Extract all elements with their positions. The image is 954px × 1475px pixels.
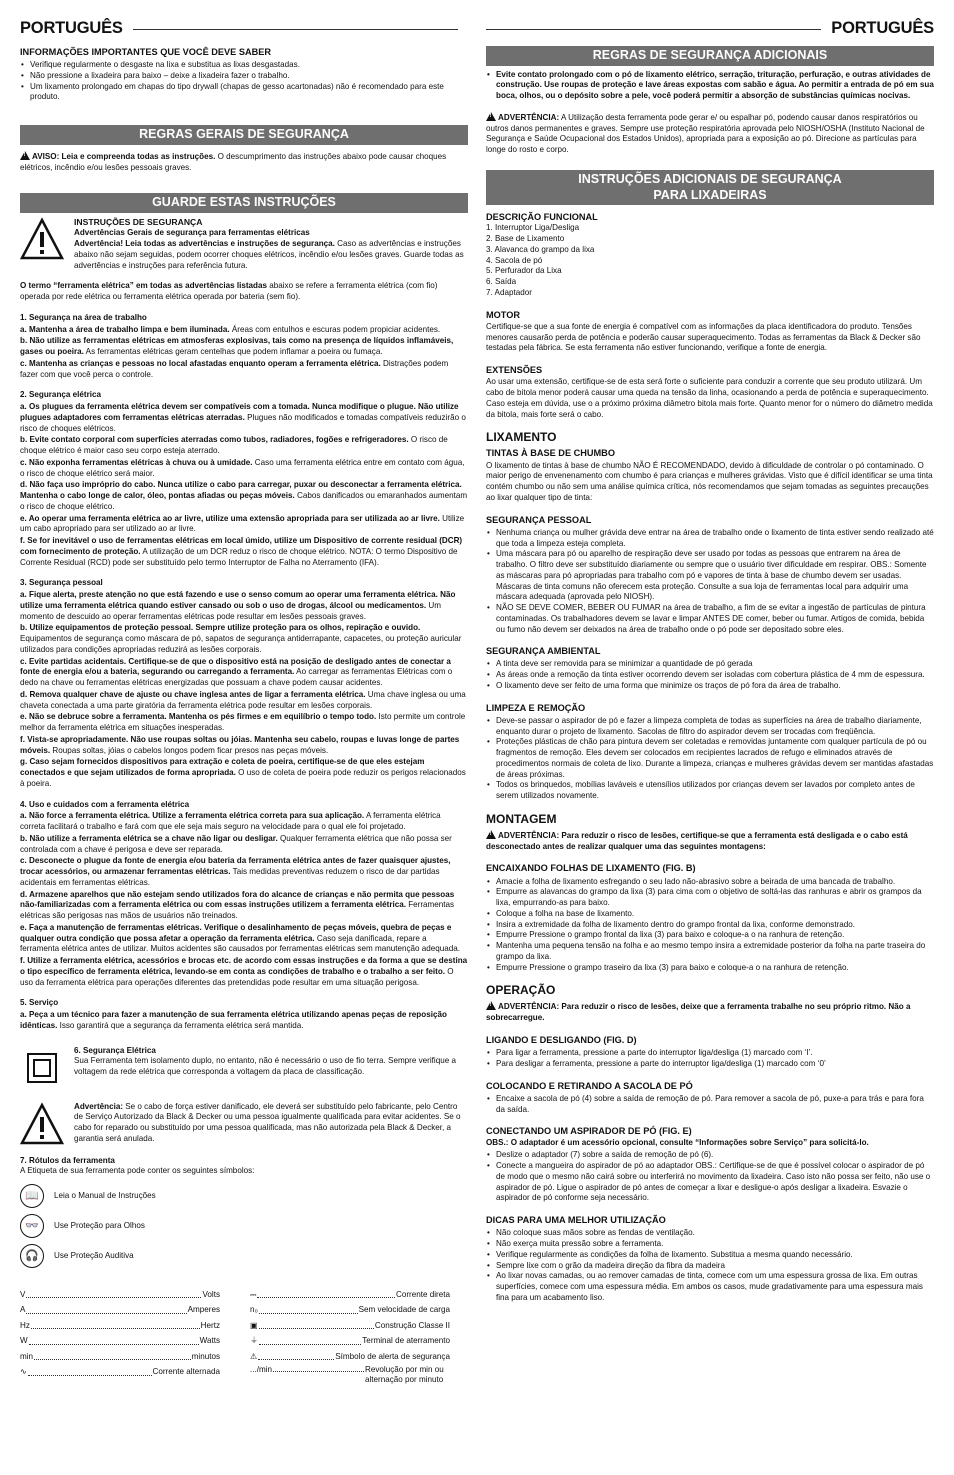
rule-item: f. Utilize a ferramenta elétrica, acessórios e brocas etc. de acordo com essas instruções e da forma a que se destina o tipo específico de ferramenta elétrica, levando-se em conta as condições de trabalho e o trabalho a ser feito. O uso da ferramenta elétrica para operações diferentes das pretendidas pode resultar em uma situação perigosa. (20, 956, 468, 987)
earmuff-icon: 🎧 (20, 1244, 44, 1268)
double-insulation-icon (20, 1046, 64, 1090)
tintas-title: TINTAS À BASE DE CHUMBO (486, 448, 615, 459)
warning-triangle-icon (20, 217, 64, 261)
symbol-label: Use Proteção Auditiva (54, 1250, 134, 1260)
motor-title: MOTOR (486, 309, 521, 320)
rule-item: c. Desconecte o plugue da fonte de energia e/ou bateria da ferramenta elétrica antes de fazer quaisquer ajustes, trocar acessórios, ou armazenar ferramentas elétricas. Tais medidas preventivas reduzem o risco de dar partidas acidentais em ferramentas elétricas. (20, 856, 451, 887)
ligando-list (486, 1048, 934, 1070)
section-7-title: 7. Rótulos da ferramenta (20, 1155, 115, 1165)
list-item: • Nenhuma criança ou mulher grávida deve entrar na área de trabalho onde o lixamento de tinta estiver sendo realizado até que toda a limpeza esteja completa. (486, 528, 934, 550)
dicas-list (486, 1228, 934, 1303)
list-item: • As áreas onde a remoção da tinta estiver ocorrendo devem ser isoladas com cobertura plástica de 4 mm de espessura. (486, 670, 934, 681)
list-item: • Uma máscara para pó ou aparelho de respiração deve ser usado por todas as pessoas que entrarem na área de trabalho. O filtro deve ser substituído diariamente ou sempre que o usuário tiver dificuldade em respirar. OBS.: Somente as máscaras para pó apropriadas para trabalho com pó e vapores de tinta à base de chumbo devem ser usadas. Máscaras de tinta comuns não oferecem esta proteção. Consulte a sua loja de ferramentas local para adquirir uma máscara adequada (aprovada pelo NIOSH). (486, 549, 934, 603)
tintas-text: O lixamento de tintas à base de chumbo NÃO É RECOMENDADO, devido à dificuldade de controlar o pó contaminado. O maior perigo de envenenamento com chumbo é para crianças e mulheres grávidas. Visto que é difícil identificar se uma tinta contém chumbo ou não sem uma análise química crítica, nós recomendamos que sejam tomadas as seguintes precauções ao lixar qualquer tipo de tinta: (486, 460, 933, 502)
list-item: • Deve-se passar o aspirador de pó e fazer a limpeza completa de todas as superfícies na área de trabalho diariamente, enquanto durar o projeto de lixamento. Sacolas de filtro do aspirador devem ser trocadas com freqüência. (486, 716, 934, 738)
aviso-text: O descumprimento das instruções abaixo pode causar choques elétricos, incêndio e/ou lesões pessoais graves. (20, 151, 447, 172)
list-item: • Para desligar a ferramenta, pressione a parte do interruptor liga/desliga (1) marcado com ‘0’ (486, 1059, 934, 1070)
rule-item: e. Não se debruce sobre a ferramenta. Mantenha os pés firmes e em equilíbrio o tempo todo. Isto permite um controle melhor da ferramenta elétrica em situações inesperadas. (20, 712, 466, 733)
conectando-obs: OBS.: O adaptador é um acessório opcional, consulte “Informações sobre Serviço” para solicitá-lo. (486, 1137, 869, 1147)
section-4-title: 4. Uso e cuidados com a ferramenta elétrica (20, 799, 190, 809)
motor-text: Certifique-se que a sua fonte de energia é compatível com as informações da placa identificadora do produto. Tensões menores causarão perda de potência e poderão causar superaquecimento. Todas as ferramentas da Black & Decker são testadas pela fábrica. Se esta ferramenta não estiver funcionando, verifique a fonte de energia. (486, 321, 921, 353)
rule-item: d. Armazene aparelhos que não estejam sendo utilizados fora do alcance de crianças e não permita que pessoas não-familiarizadas com a ferramenta elétrica ou com essas instruções utilizem a ferramenta elétrica. Ferramentas elétricas são perigosas nas mãos de usuários não treinados. (20, 889, 455, 921)
symbol-entry: ⎓ Corrente direta (250, 1289, 450, 1299)
symbol-label: Leia o Manual de Instruções (54, 1190, 156, 1200)
rule-item: a. Mantenha a área de trabalho limpa e bem iluminada. Áreas com entulhos e escuras podem propiciar acidentes. (20, 324, 441, 334)
additional-rules-list (486, 70, 934, 102)
list-item: • Insira a extremidade da folha de lixamento dentro do grampo frontal da lixa, conforme demonstrado. (486, 920, 934, 931)
pessoal-title: SEGURANÇA PESSOAL (486, 514, 592, 525)
list-item: 3. Alavanca do grampo da lixa (486, 244, 595, 254)
language-title: PORTUGUÊS (831, 19, 934, 38)
list-item: • Empurre Pressione o grampo traseiro da lixa (3) para baixo e coloque-a o na ranhura de retenção. (486, 963, 934, 974)
list-item: 2. Base de Lixamento (486, 234, 565, 244)
left-header (20, 16, 468, 42)
ambiental-title: SEGURANÇA AMBIENTAL (486, 646, 601, 657)
list-item: 5. Perfurador da Lixa (486, 266, 562, 276)
encaixando-list (486, 877, 934, 974)
rule-item: b. Utilize equipamentos de proteção pessoal. Sempre utilize proteção para os olhos, repiração e ouvido. Equipamentos de segurança como máscara de pó, sapatos de segurança antiderrapante, capacetes, ou proteção auricular utilizados para condições apropriadas reduzirá as lesões corporais. (20, 623, 462, 654)
rule-item: f. Se for inevitável o uso de ferramentas elétricas em local úmido, utilize um Dispositivo de corrente residual (DCR) com fornecimento de proteção. A utilização de um DCR reduz o risco de choque elétrico. NOTA: O termo Dispositivo de Corrente Residual (RCD) pode ser substituído pelo termo Interruptor de Falha no Aterramento (IFA). (20, 536, 463, 567)
rule-item: f. Vista-se apropriadamente. Não use roupas soltas ou jóias. Mantenha seu cabelo, roupas e luvas longe de partes móveis. Roupas soltas, jóias o cabelos longos podem ficar presos nas peças móveis. (20, 734, 460, 755)
symbol-row (20, 1181, 468, 1211)
warning-icon (20, 151, 30, 160)
list-item: • Empurre as alavancas do grampo da lixa (3) para cima com o objetivo de soltá-las das ranhuras e abrir os grampos da lixa, empurrando-as para baixo. (486, 887, 934, 909)
instr-subtitle: Advertências Gerais de segurança para ferramentas elétricas (74, 228, 310, 238)
list-item: • Todos os brinquedos, mobílias laváveis e utensílios utilizados por crianças devem ser lavados por completo antes de serem utilizados novamente. (486, 780, 934, 802)
symbol-entry: Hz Hertz (20, 1320, 220, 1330)
rule-item: b. Não utilize a ferramenta elétrica se a chave não ligar ou desligar. Qualquer ferramenta elétrica que não possa ser controlada com a chave é perigosa e deve ser reparada. (20, 833, 452, 854)
pessoal-list (486, 528, 934, 636)
rule-item: d. Não faça uso impróprio do cabo. Nunca utilize o cabo para carregar, puxar ou desconectar a ferramenta elétrica. Mantenha o cabo longe de calor, óleo, pontas afiadas ou peças móveis. Cabos danificados ou emaranhados aumentam o risco de choque elétrico. (20, 480, 468, 511)
rule-item: b. Evite contato corporal com superfícies aterradas como tubos, radiadores, fogões e refrigeradores. O risco de choque elétrico é maior caso seu corpo esteja aterrado. (20, 435, 448, 456)
symbol-entry: n₀ Sem velocidade de carga (250, 1305, 450, 1315)
symbol-entry: .../min Revolução por min ou alternação por minuto (250, 1364, 444, 1385)
rule-item: e. Ao operar uma ferramenta elétrica ao ar livre, utilize uma extensão apropriada para ser utilizada ao ar livre. Utilize um cabo apropriado para ser utilizado ao ar livre. (20, 513, 465, 534)
rule-item: e. Faça a manutenção de ferramentas elétricas. Verifique o desalinhamento de peças móveis, quebra de peças e qualquer outra condição que possa afetar a operação da ferramenta elétrica. Caso seja danificada, repare a ferramenta elétrica antes de utilizar. Muitos acidentes são causados por ferramentas elétricas sem manutenção adequada. (20, 922, 461, 954)
list-item: • Conecte a mangueira do aspirador de pó ao adaptador OBS.: Certifique-se de que é possível colocar o aspirador de pó de modo que o mesmo não cairá sobre ou interferirá no movimento da lixadeira. Caso isto não possa ser feito, não use o aspirador de pó. Ligue o aspirador de pó antes de começar a lixar e desligue-o após desligar a lixadeira. Esvazie o aspirador de pó conforme seja necessário. (486, 1161, 934, 1204)
symbol-entry: min minutos (20, 1351, 220, 1361)
list-item: • O lixamento deve ser feito de uma forma que minimize os traços de pó fora da área de trabalho. (486, 681, 934, 692)
limpeza-title: LIMPEZA E REMOÇÃO (486, 702, 586, 713)
manual-icon: 📖 (20, 1184, 44, 1208)
header-rule (133, 29, 458, 30)
ligando-title: LIGANDO E DESLIGANDO (FIG. D) (486, 1034, 637, 1045)
operacao-warning: !ADVERTÊNCIA: Para reduzir o risco de lesões, deixe que a ferramenta trabalhe no seu próprio ritmo. Não a sobrecarregue. (486, 1001, 934, 1024)
instructions-block (20, 217, 468, 271)
rule-item: g. Caso sejam fornecidos dispositivos para extração e coleta de poeira, certifique-se de que eles estejam conectados e que sejam utilizados de forma apropriada. O uso de coleta de poeira pode reduzir os perigos relacionados à poeira. (20, 757, 466, 788)
rule-item: d. Remova qualquer chave de ajuste ou chave inglesa antes de ligar a ferramenta elétrica. Uma chave inglesa ou uma chaveta conectada a uma parte giratória da ferramenta elétrica pode resultar em lesões corporais. (20, 689, 466, 710)
rule-item: c. Mantenha as crianças e pessoas no local afastadas enquanto operam a ferramenta elétrica. Distrações podem fazer com que você perca o controle. (20, 358, 449, 379)
dicas-title: DICAS PARA UMA MELHOR UTILIZAÇÃO (486, 1215, 666, 1226)
symbol-label: Use Proteção para Olhos (54, 1220, 145, 1230)
rule-item: a. Peça a um técnico para fazer a manutenção de sua ferramenta elétrica utilizando apenas peças de reposição idênticas. Isso garantirá que a segurança da ferramenta elétrica será mantida. (20, 1010, 447, 1030)
cord-warning-text: Advertência: Se o cabo de força estiver danificado, ele deverá ser substituído pelo fabricante, pelo Centro de Serviço Autorizado da Black & Decker ou uma pessoa igualmente qualificada para evitar acidentes. Se o cabo for reparado ou substituído por uma pessoa qualificada, mas não autorizada pela Black & Decker, a garantia será anulada. (74, 1101, 461, 1143)
symbol-entry: V Volts (20, 1289, 220, 1299)
termo-paragraph (20, 281, 468, 303)
operacao-title: OPERAÇÃO (486, 983, 556, 998)
instr-text: Caso as advertências e instruções abaixo não sejam seguidas, podem ocorrer choques elétricos, incêndio e/ou lesões graves. Guarde todas as advertências e instruções para referência futura. (74, 239, 464, 270)
instr-bold: Advertência! Leia todas as advertências e instruções de segurança. (74, 239, 335, 249)
list-item: • NÃO SE DEVE COMER, BEBER OU FUMAR na área de trabalho, a fim de se evitar a ingestão de partículas de pintura contaminadas. Os trabalhadores devem se lavar e limpar ANTES DE comer, beber ou fumar. Artigos de comida, bebida ou fumo não devem ser deixados na área de trabalho onde o pó pode ser depositado sobre eles. (486, 603, 934, 635)
list-item: • Deslize o adaptador (7) sobre a saída de remoção de pó (6). (486, 1150, 934, 1161)
symbol-row (20, 1211, 468, 1241)
section-bar: GUARDE ESTAS INSTRUÇÕES (20, 193, 468, 213)
instr-title: INSTRUÇÕES DE SEGURANÇA (74, 216, 203, 227)
section-2-title: 2. Segurança elétrica (20, 390, 101, 400)
section-5-title: 5. Serviço (20, 998, 59, 1008)
goggles-icon: 👓 (20, 1214, 44, 1238)
list-item: • Para ligar a ferramenta, pressione a parte do interruptor liga/desliga (1) marcado com ‘I’. (486, 1048, 934, 1059)
symbol-entry: ▣ Construção Classe II (250, 1320, 450, 1330)
header-rule (486, 29, 821, 30)
warning-icon (486, 112, 496, 121)
encaixando-title: ENCAIXANDO FOLHAS DE LIXAMENTO (FIG. B) (486, 863, 696, 874)
list-item: • Verifique regularmente o desgaste na lixa e substitua as lixas desgastadas. (20, 60, 468, 71)
list-item: • Mantenha uma pequena tensão na folha e ao mesmo tempo insira a extremidade posterior da folha na parte traseira do grampo da lixa. (486, 941, 934, 963)
rule-item: c. Evite partidas acidentais. Certifique-se de que o dispositivo está na posição de desligado antes de conectar a fonte de energia e/ou a bateria, segurando ou carregando a ferramenta. Ao carregar as ferramentas Elétricas com o dedo na chave ou ferramentas elétricas energizadas que possuam a chave podem causar acidentes. (20, 656, 453, 688)
instr-paragraph (74, 239, 468, 271)
conectando-title: CONECTANDO UM ASPIRADOR DE PÓ (FIG. E) (486, 1126, 692, 1137)
left-column (20, 16, 468, 1466)
colocando-title: COLOCANDO E RETIRANDO A SACOLA DE PÓ (486, 1080, 693, 1091)
list-item: • Coloque a folha na base de lixamento. (486, 909, 934, 920)
list-item: • Ao lixar novas camadas, ou ao remover camadas de tinta, comece com um uma espessura grossa de lixa. Em outras superfícies, comece com uma espessura média. Em ambos os casos, mude gradativamente para uma espessura mais fina para um acabamento liso. (486, 1271, 934, 1303)
rule-item: a. Fique alerta, preste atenção no que está fazendo e use o senso comum ao operar uma ferramenta elétrica. Não utilize uma ferramenta elétrica quando estiver cansado ou sob o uso de drogas, álcool ou medicamentos. Um momento de descuido ao operar ferramentas elétricas pode resultar em lesões pessoais graves. (20, 590, 456, 621)
section-bar: REGRAS GERAIS DE SEGURANÇA (20, 125, 468, 145)
ext-title: EXTENSÕES (486, 365, 543, 376)
list-item: • Evite contato prolongado com o pó de lixamento elétrico, serração, trituração, perfuração, e outras atividades de construção. Use roupas de proteção e lave áreas expostas com sabão e água. Ao permitir a entrada de pó em sua boca, olhos, ou o depósito sobre a pele, você poderá permitir a absorção de substâncias químicas nocivas. (486, 70, 934, 102)
symbol-entry: W Watts (20, 1336, 220, 1346)
intro-list (20, 60, 468, 103)
section-bar: INSTRUÇÕES ADICIONAIS DE SEGURANÇA PARA LIXADEIRAS (486, 170, 934, 205)
intro-heading: INFORMAÇÕES IMPORTANTES QUE VOCÊ DEVE SABER (20, 47, 271, 57)
list-item: 7. Adaptador (486, 287, 532, 297)
list-item: • Um lixamento prolongado em chapas do tipo drywall (chapas de gesso acartonadas) não é recomendado para este produto. (20, 82, 468, 104)
right-column (486, 16, 934, 1466)
montagem-title: MONTAGEM (486, 811, 557, 826)
language-title: PORTUGUÊS (20, 19, 123, 38)
desc-list (486, 223, 934, 298)
instructions-text (74, 217, 468, 271)
limpeza-list (486, 716, 934, 802)
list-item: • Não pressione a lixadeira para baixo – deixe a lixadeira fazer o trabalho. (20, 71, 468, 82)
list-item: • Não coloque suas mãos sobre as fendas de ventilação. (486, 1228, 934, 1239)
aviso-bold: AVISO: Leia e compreenda todas as instruções. (32, 151, 216, 161)
ambiental-list (486, 659, 934, 691)
section-1-title: 1. Segurança na área de trabalho (20, 312, 147, 322)
list-item: 4. Sacola de pó (486, 255, 543, 265)
rule-item: a. Não force a ferramenta elétrica. Utilize a ferramenta elétrica correta para sua aplicação. A ferramenta elétrica correta facilitará o trabalho e fará com que ele seja mais seguro na velocidade para o qual ele foi projetado. (20, 811, 441, 832)
lixamento-title: LIXAMENTO (486, 430, 557, 445)
section-bar: REGRAS DE SEGURANÇA ADICIONAIS (486, 46, 934, 66)
list-item: • Sempre lixe com o grão da madeira direção da fibra da madeira (486, 1261, 934, 1272)
list-item: • Encaixe a sacola de pó (4) sobre a saída de remoção de pó. Para remover a sacola de pó, puxe-a para trás e para fora da saída. (486, 1094, 934, 1116)
electrical-safety-block (20, 1046, 468, 1090)
list-item: 1. Interruptor Liga/Desliga (486, 223, 580, 233)
list-item: 6. Saída (486, 277, 517, 287)
symbol-table-right (250, 1287, 450, 1386)
termo-bold: O termo “ferramenta elétrica” em todas as advertências listadas (20, 281, 267, 291)
right-header (486, 16, 934, 42)
desc-title: DESCRIÇÃO FUNCIONAL (486, 212, 598, 223)
list-item: • Não exerça muita pressão sobre a ferramenta. (486, 1239, 934, 1250)
list-item: • Verifique regularmente as condições da folha de lixamento. Substitua a mesma quando necessário. (486, 1250, 934, 1261)
list-item: • Empurre Pressione o grampo frontal da lixa (3) para baixo e coloque-a o na ranhura de retenção. (486, 930, 934, 941)
list-item: • Proteções plásticas de chão para pintura devem ser coletadas e removidas juntamente com qualquer partícula de pó ou fragmentos de remoção. Eles devem ser colocados em recipientes lacrados de refugo e eliminados através de procedimentos normais de coleta de lixo. Durante a limpeza, crianças e mulheres grávidas devem ser mantidas afastadas de áreas próximas. (486, 737, 934, 780)
colocando-list (486, 1094, 934, 1116)
dust-warning: !ADVERTÊNCIA: A Utilização desta ferramenta pode gerar e/ ou espalhar pó, podendo causar danos respiratórios ou outros danos permanentes e graves. Sempre use proteção respiratória aprovada pelo NIOSH/OSHA (Instituto Nacional de Segurança e Saúde Ocupacional dos Estados Unidos), apropriada para a exposição ao pó. Direcione as partículas para longe do rosto e corpo. (486, 112, 934, 156)
ext-text: Ao usar uma extensão, certifique-se de esta será forte o suficiente para conduzir a corrente que seu produto utilizará. Um cabo de bitola menor poderá causar uma queda na tensão da linha, ocasionando a perda de potência e superaquecimento. Caso esteja em dúvida, use o a próximo próxima diâmetro bitola mais forte. Quanto menor for o número do diâmetro medida da bitola, mais forte será o cabo. (486, 377, 933, 419)
symbol-table-left (20, 1287, 220, 1386)
termo-text: abaixo se refere a ferramenta elétrica (com fio) operada por rede elétrica ou ferramenta elétrica operada por bateria (sem fio). (20, 281, 438, 302)
symbol-row (20, 1241, 468, 1271)
warning-triangle-icon (20, 1102, 64, 1146)
symbol-entry: ∿ Corrente alternada (20, 1367, 220, 1377)
montagem-warning: !ADVERTÊNCIA: Para reduzir o risco de lesões, certifique-se que a ferramenta está desligada e o cabo está desconectado antes de realizar qualquer uma das seguintes montagens: (486, 830, 934, 853)
list-item: • Amacie a folha de lixamento esfregando o seu lado não-abrasivo sobre a beirada de uma bancada de trabalho. (486, 877, 934, 888)
conectando-list (486, 1150, 934, 1204)
symbol-entry: ⚠ Símbolo de alerta de segurança (250, 1351, 450, 1361)
symbol-table (20, 1287, 468, 1386)
rule-item: b. Não utilize as ferramentas elétricas em atmosferas explosivas, tais como na presença de líquidos inflamáveis, gases ou poeira. As ferramentas elétricas geram centelhas que podem inflamar a poeira ou fumaça. (20, 336, 454, 357)
section-3-title: 3. Segurança pessoal (20, 578, 103, 588)
cord-warning-block (20, 1102, 468, 1146)
rule-item: a. Os plugues da ferramenta elétrica devem ser compatíveis com a tomada. Nunca modifique o plugue. Não utilize plugues adaptadores com ferramentas elétricas aterradas. Plugues não modificados e tomadas compatíveis reduzirão o risco de choques elétricos. (20, 402, 466, 433)
s7-intro: A Etiqueta de sua ferramenta pode conter os seguintes símbolos: (20, 1166, 255, 1176)
s6-title: 6. Segurança Elétrica (74, 1045, 156, 1055)
symbol-entry: ⏚ Terminal de aterramento (250, 1336, 450, 1346)
rule-item: c. Não exponha ferramentas elétricas à chuva ou à umidade. Caso uma ferramenta elétrica entre em contato com água, o risco de choque elétrico será maior. (20, 457, 465, 478)
warning-icon (486, 1001, 496, 1010)
symbol-entry: A Amperes (20, 1305, 220, 1315)
s6-text: Sua Ferramenta tem isolamento duplo, no entanto, não é necessário o uso de fio terra. Sempre verifique a voltagem da rede elétrica que corresponda a voltagem da placa de classificação. (74, 1056, 456, 1077)
list-item: • A tinta deve ser removida para se minimizar a quantidade de pó gerada (486, 659, 934, 670)
warning-icon (486, 830, 496, 839)
aviso-paragraph (20, 151, 468, 174)
